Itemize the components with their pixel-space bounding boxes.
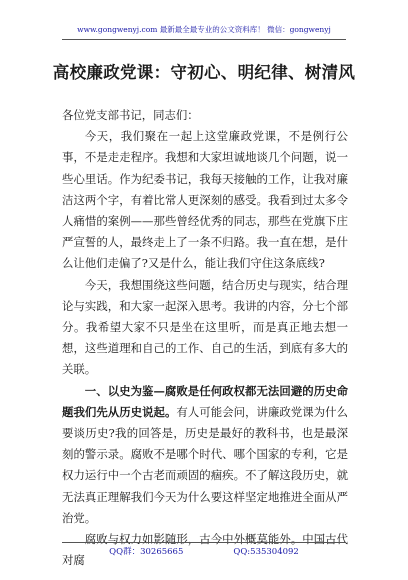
- header-text: www.gongwenyj.com 最新最全最专业的公文资料库！ 微信：gongwenyj: [77, 25, 331, 34]
- footer-divider: [62, 542, 346, 543]
- paragraph-last: 腐败与权力如影随形，古今中外概莫能外。中国古代对腐: [62, 532, 348, 568]
- header-divider: [62, 39, 346, 40]
- document-title: 高校廉政党课：守初心、明纪律、树清风: [52, 63, 356, 82]
- section-heading: 一、以史为鉴—腐败是任何政权都无法回避的历史命题我们先从历史说起。: [62, 383, 348, 419]
- page-footer: [0, 546, 408, 558]
- paragraph-1: 今天，我们聚在一起上这堂廉政党课，不是例行公事，不是走走程序。我想和大家坦诚地谈几个问题，说一些心里话。作为纪委书记，我每天接触的工作，让我对廉洁这两个字，有着比常人更深刻的感受。我看到过太多令人痛惜的案例——那些曾经优秀的同志，那些在党旗下庄严宣誓的人，最终走上了一条不归路。我一直在想，是什么让他们走偏了?又是什么，能让我们守住这条底线?: [62, 129, 348, 271]
- footer-qq: QQ:535304092: [233, 547, 299, 557]
- document-body: [62, 105, 348, 571]
- salutation: 各位党支部书记，同志们：: [62, 108, 199, 122]
- page-header: [0, 25, 408, 35]
- paragraph-2: 今天，我想围绕这些问题，结合历史与现实，结合理论与实践，和大家一起深入思考。我讲的内容，分七个部分。我希望大家不只是坐在这里听，而是真正地去想一想，这些道理和自己的工作、自己的生活，到底有多大的关联。: [62, 277, 348, 377]
- section-paragraph: [62, 381, 348, 529]
- section-text: 有人可能会问，讲廉政党课为什么要谈历史?我的回答是，历史是最好的教科书，也是最深刻的警示录。腐败不是哪个时代、哪个国家的专利，它是权力运行中一个古老而顽固的痼疾。不了解这段历史，就无法真正理解我们今天为什么要这样坚定地推进全面从严治党。: [62, 404, 348, 525]
- footer-qq-group: QQ群：30265665: [109, 547, 184, 557]
